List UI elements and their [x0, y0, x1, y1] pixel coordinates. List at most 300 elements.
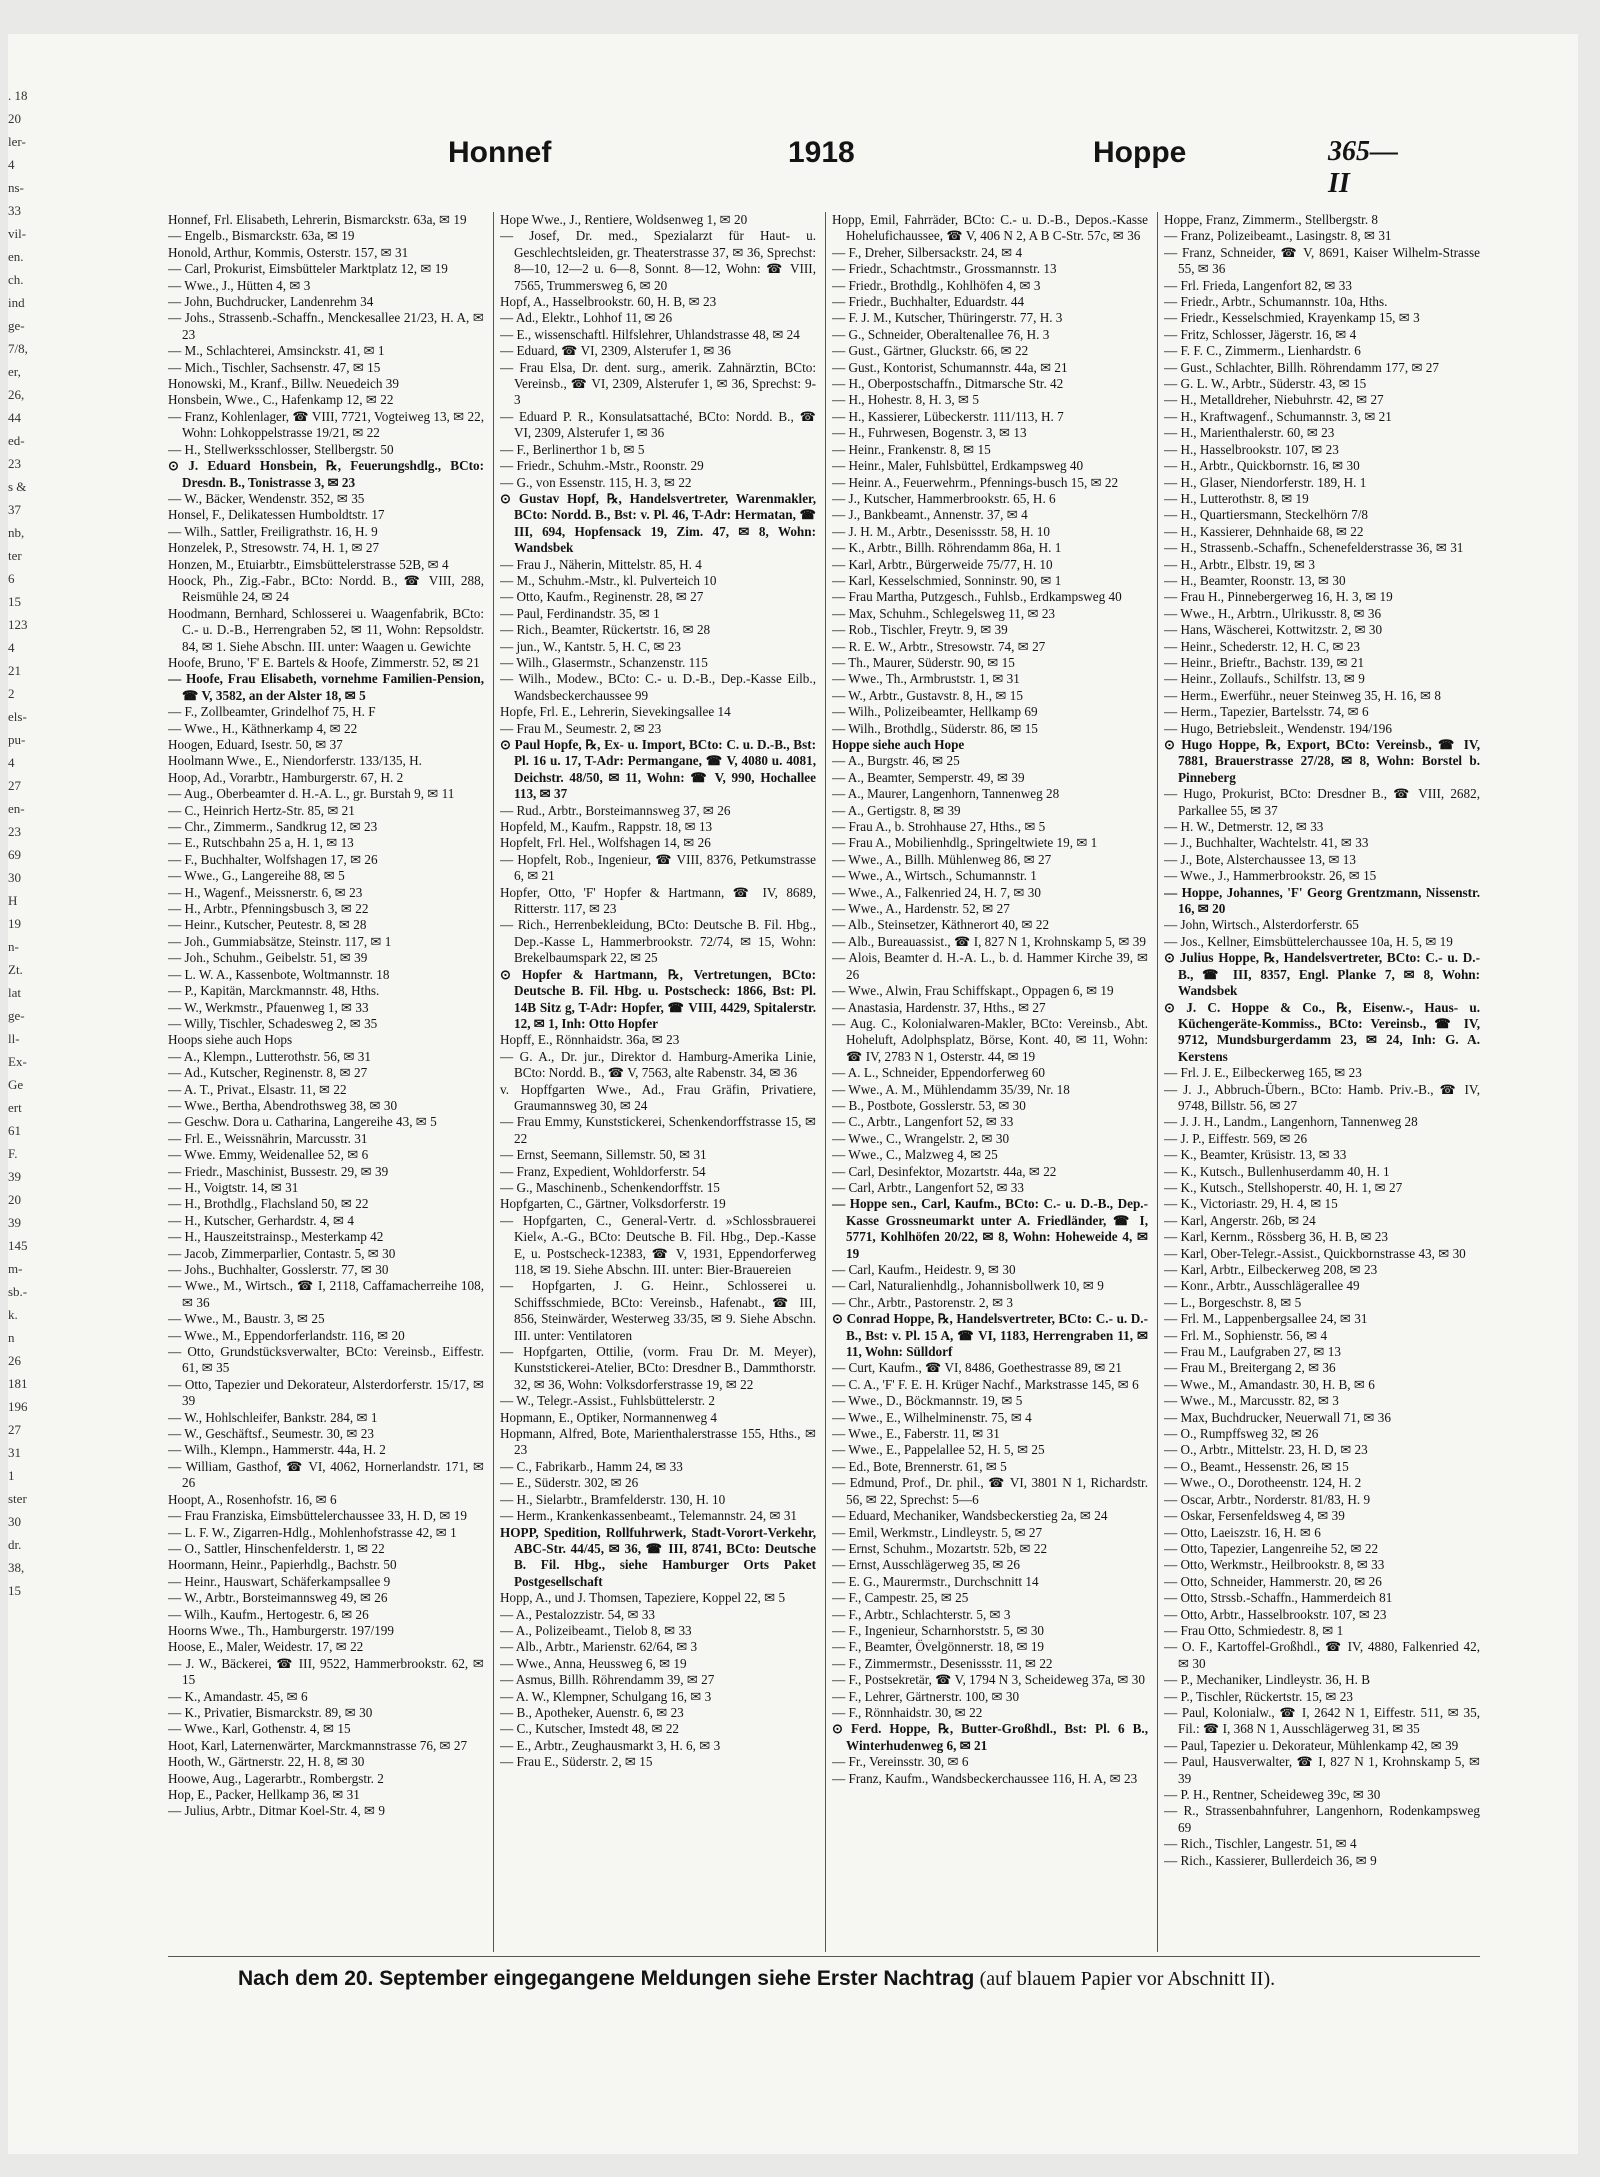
header-left-keyword: Honnef	[448, 136, 552, 169]
directory-entry: — O. F., Kartoffel-Großhdl., ☎ IV, 4880, Falkenried 42, ✉ 30	[1164, 1639, 1480, 1671]
directory-entry: — Frau J., Näherin, Mittelstr. 85, H. 4	[500, 556, 702, 572]
directory-entry: — Wwe., M., Eppendorferlandstr. 116, ✉ 20	[168, 1327, 405, 1343]
directory-entry: — Franz, Kohlenlager, ☎ VIII, 7721, Vogteiweg 13, ✉ 22, Wohn: Lohkoppelstrasse 19/21, ✉ 22	[168, 408, 484, 441]
directory-entry: — Wwe., A., Billh. Mühlenweg 86, ✉ 27	[832, 851, 1052, 867]
margin-fragment: 27	[8, 1422, 21, 1437]
directory-entry: Honsel, F., Delikatessen Humboldtstr. 17	[168, 507, 385, 523]
directory-entry: — Ad., Kutscher, Reginenstr. 8, ✉ 27	[168, 1065, 368, 1081]
directory-entry: — Max, Schuhm., Schlegelsweg 11, ✉ 23	[832, 605, 1056, 621]
directory-entry: — C., Fabrikarb., Hamm 24, ✉ 33	[500, 1458, 683, 1474]
directory-entry: — H., Arbtr., Elbstr. 19, ✉ 3	[1164, 556, 1315, 572]
directory-entry: — Franz, Polizeibeamt., Lasingstr. 8, ✉ 31	[1164, 228, 1392, 244]
directory-entry: — Max, Buchdrucker, Neuerwall 71, ✉ 36	[1164, 1409, 1391, 1425]
directory-entry: — H., Marienthalerstr. 60, ✉ 23	[1164, 425, 1335, 441]
margin-fragment: en-	[8, 801, 25, 816]
directory-entry: — Fr., Vereinsstr. 30, ✉ 6	[832, 1754, 969, 1770]
directory-entry: — Chr., Arbtr., Pastorenstr. 2, ✉ 3	[832, 1294, 1014, 1310]
margin-fragment: 26	[8, 1353, 21, 1368]
directory-entry: — Friedr., Buchhalter, Eduardstr. 44	[832, 294, 1025, 310]
directory-entry: — Frau A., b. Strohhause 27, Hths., ✉ 5	[832, 819, 1046, 835]
directory-entry: — O., Sattler, Hinschenfelderstr. 1, ✉ 22	[168, 1540, 385, 1556]
directory-entry: — H., Voigtstr. 14, ✉ 31	[168, 1179, 299, 1195]
directory-entry: — A., Pestalozzistr. 54, ✉ 33	[500, 1606, 656, 1622]
previous-page-margin	[8, 84, 38, 1954]
directory-entry: — F. F. C., Zimmerm., Lienhardstr. 6	[1164, 343, 1361, 359]
directory-entry: — A. W., Klempner, Schulgang 16, ✉ 3	[500, 1688, 712, 1704]
directory-entry: — C., Kutscher, Imstedt 48, ✉ 22	[500, 1721, 680, 1737]
directory-entry: — Frau Emmy, Kunststickerei, Schenkendorffstrasse 15, ✉ 22	[500, 1114, 816, 1146]
directory-entry: — Otto, Strssb.-Schaffn., Hammerdeich 81	[1164, 1590, 1393, 1606]
directory-entry: — Hopfgarten, J. G. Heinr., Schlosserei u. Schiffsschmiede, BCto: Vereinsb., Hafenabt., ☎ III, 856, Steinwärder, Westerweg 33/35, ✉ 9. Siehe Abschn. III. unter: Ventilatoren	[500, 1278, 816, 1343]
margin-fragment: Zt.	[8, 962, 23, 977]
directory-entry: — Wwe., C., Malzweg 4, ✉ 25	[832, 1147, 998, 1163]
directory-entry: — Friedr., Kesselschmied, Krayenkamp 15, ✉ 3	[1164, 310, 1420, 326]
directory-entry: Hop, E., Packer, Hellkamp 36, ✉ 31	[168, 1787, 360, 1802]
directory-entry: — L., Borgeschstr. 8, ✉ 5	[1164, 1294, 1302, 1310]
directory-entry: — Ad., Elektr., Lohhof 11, ✉ 26	[500, 310, 673, 326]
directory-entry: Hopfe, Frl. E., Lehrerin, Sievekingsallee 14	[500, 704, 731, 720]
directory-entry: — P. H., Rentner, Scheideweg 39c, ✉ 30	[1164, 1787, 1381, 1802]
directory-entry: — Jos., Kellner, Eimsbüttelerchaussee 10a, H. 5, ✉ 19	[1164, 933, 1453, 949]
margin-fragment: k.	[8, 1307, 18, 1322]
directory-entry: — B., Apotheker, Auenstr. 6, ✉ 23	[500, 1704, 684, 1720]
directory-entry: — Aug., Oberbeamter d. H.-A. L., gr. Burstah 9, ✉ 11	[168, 786, 455, 802]
margin-fragment: 23	[8, 824, 21, 839]
directory-entry: Honzelek, P., Stresowstr. 74, H. 1, ✉ 27	[168, 540, 380, 556]
directory-entry: — O., Arbtr., Mittelstr. 23, H. D, ✉ 23	[1164, 1442, 1368, 1458]
directory-entry: — H., Wagenf., Meissnerstr. 6, ✉ 23	[168, 884, 363, 900]
margin-fragment: nb,	[8, 525, 25, 540]
margin-fragment: 2	[8, 686, 15, 701]
directory-entry: — Rich., Tischler, Langestr. 51, ✉ 4	[1164, 1836, 1357, 1852]
directory-entry: — Wwe., Th., Armbruststr. 1, ✉ 31	[832, 671, 1020, 687]
directory-entry: v. Hopffgarten Wwe., Ad., Frau Gräfin, Privatiere, Graumannsweg 30, ✉ 24	[500, 1081, 816, 1113]
directory-entry: — Alb., Bureauassist., ☎ I, 827 N 1, Krohnskamp 5, ✉ 39	[832, 933, 1146, 949]
directory-entry: — F., Zimmermstr., Desenissstr. 11, ✉ 22	[832, 1655, 1053, 1671]
margin-fragment: ch.	[8, 272, 24, 287]
directory-entry: — Frau Martha, Putzgesch., Fuhlsb., Erdkampsweg 40	[832, 589, 1122, 605]
directory-entry: Hopp, Emil, Fahrräder, BCto: C.- u. D.-B., Depos.-Kasse Hohelufichaussee, ☎ V, 406 N 2, A B C-Str. 57c, ✉ 36	[832, 212, 1148, 244]
margin-fragment: 181	[8, 1376, 28, 1391]
directory-entry: — Wwe., H., Arbtrn., Ulrikusstr. 8, ✉ 36	[1164, 605, 1382, 621]
directory-entry: Hopfer, Otto, 'F' Hopfer & Hartmann, ☎ IV, 8689, Ritterstr. 117, ✉ 23	[500, 884, 816, 917]
directory-entry: — Eduard P. R., Konsulatsattaché, BCto: Nordd. B., ☎ VI, 2309, Alsterufer 1, ✉ 36	[500, 408, 816, 441]
directory-entry: — Wwe., M., Wirtsch., ☎ I, 2118, Caffamacherreihe 108, ✉ 36	[168, 1278, 484, 1310]
directory-entry: — Rich., Kassierer, Bullerdeich 36, ✉ 9	[1164, 1852, 1377, 1868]
directory-entry: — Friedr., Schuhm.-Mstr., Roonstr. 29	[500, 458, 704, 474]
directory-entry: — Wwe. Emmy, Weidenallee 52, ✉ 6	[168, 1147, 369, 1163]
directory-entry: — Karl, Arbtr., Bürgerweide 75/77, H. 10	[832, 556, 1053, 572]
directory-entry: — G., von Essenstr. 115, H. 3, ✉ 22	[500, 474, 692, 490]
directory-entry: — Ed., Bote, Brennerstr. 61, ✉ 5	[832, 1458, 1007, 1474]
directory-entry: — Heinr., Hauswart, Schäferkampsallee 9	[168, 1573, 391, 1589]
directory-entry: — Heinr., Zollaufs., Schilfstr. 13, ✉ 9	[1164, 671, 1365, 687]
directory-entry: Hoorns Wwe., Th., Hamburgerstr. 197/199	[168, 1622, 394, 1638]
directory-entry: — Carl, Naturalienhdlg., Johannisbollwerk 10, ✉ 9	[832, 1278, 1104, 1294]
directory-entry: — Heinr., Schederstr. 12, H. C, ✉ 23	[1164, 638, 1361, 654]
directory-entry: Honnef, Frl. Elisabeth, Lehrerin, Bismarckstr. 63a, ✉ 19	[168, 212, 467, 227]
directory-entry: — Mich., Tischler, Sachsenstr. 47, ✉ 15	[168, 359, 381, 375]
margin-fragment: lat	[8, 985, 21, 1000]
directory-entry: — H., Strassenb.-Schaffn., Schenefelderstrasse 36, ✉ 31	[1164, 540, 1464, 556]
directory-entry: — H., Glaser, Niendorferstr. 189, H. 1	[1164, 474, 1367, 490]
directory-entry: — William, Gasthof, ☎ VI, 4062, Hornerlandstr. 171, ✉ 26	[168, 1458, 484, 1491]
directory-entry: — Wwe., Bertha, Abendrothsweg 38, ✉ 30	[168, 1097, 398, 1113]
page-number: 365—II	[1328, 136, 1398, 199]
directory-entry: — Wilh., Polizeibeamter, Hellkamp 69	[832, 704, 1038, 720]
column-4	[1164, 212, 1480, 1952]
margin-fragment: m-	[8, 1261, 23, 1276]
margin-fragment: 20	[8, 111, 21, 126]
directory-entry: — Rob., Tischler, Freytr. 9, ✉ 39	[832, 622, 1008, 638]
directory-entry: — Wwe., M., Amandastr. 30, H. B, ✉ 6	[1164, 1376, 1375, 1392]
directory-entry: — Julius, Arbtr., Ditmar Koel-Str. 4, ✉ 9	[168, 1803, 385, 1819]
column-divider	[493, 212, 494, 1952]
directory-entry: — Carl, Arbtr., Langenfort 52, ✉ 33	[832, 1179, 1024, 1195]
margin-fragment: 39	[8, 1215, 21, 1230]
directory-entry: — Karl, Ober-Telegr.-Assist., Quickbornstrasse 43, ✉ 30	[1164, 1245, 1466, 1261]
margin-fragment: 23	[8, 456, 21, 471]
directory-entry: — Wilh., Klempn., Hammerstr. 44a, H. 2	[168, 1442, 386, 1458]
directory-entry: — Eduard, Mechaniker, Wandsbeckerstieg 2a, ✉ 24	[832, 1508, 1108, 1524]
directory-entry: — Paul, Hausverwalter, ☎ I, 827 N 1, Krohnskamp 5, ✉ 39	[1164, 1754, 1480, 1786]
directory-entry: — Hopfgarten, C., General-Vertr. d. »Schlossbrauerei Kiel«, A.-G., BCto: Deutsche B. Fil. Hbg., Dep.-Kasse E, u. Postscheck-12383, ☎ V, 1931, Eppendorferweg 118, ✉ 19. Siehe Abschn. III. unter: Bier-Brauereien	[500, 1212, 816, 1277]
margin-fragment: ll-	[8, 1031, 20, 1046]
directory-entry: Honowski, M., Kranf., Billw. Neuedeich 39	[168, 376, 399, 392]
margin-fragment: 26,	[8, 387, 25, 402]
margin-fragment: 37	[8, 502, 21, 517]
directory-entry: — Konr., Arbtr., Ausschlägerallee 49	[1164, 1278, 1360, 1294]
directory-entry: — Frl. E., Weissnährin, Marcusstr. 31	[168, 1130, 368, 1146]
margin-fragment: H	[8, 893, 18, 908]
directory-entry: — E., wissenschaftl. Hilfslehrer, Uhlandstrasse 48, ✉ 24	[500, 326, 800, 342]
directory-entry: — Engelb., Bismarckstr. 63a, ✉ 19	[168, 228, 355, 244]
directory-entry: Hoowe, Aug., Lagerarbtr., Rombergstr. 2	[168, 1770, 384, 1786]
directory-entry: — Otto, Tapezier, Langenreihe 52, ✉ 22	[1164, 1540, 1379, 1556]
directory-entry: — Ernst, Ausschlägerweg 35, ✉ 26	[832, 1557, 1020, 1573]
directory-entry: HOPP, Spedition, Rollfuhrwerk, Stadt-Vorort-Verkehr, ABC-Str. 44/45, ✉ 36, ☎ III, 8741, BCto: Deutsche B. Fil. Hbg., siehe Hamburger Orts Paket Postgesellschaft	[500, 1524, 816, 1589]
directory-entry: — Carl, Desinfektor, Mozartstr. 44a, ✉ 22	[832, 1163, 1057, 1179]
margin-fragment: ert	[8, 1100, 22, 1115]
directory-entry: — Friedr., Brothdlg., Kohlhöfen 4, ✉ 3	[832, 277, 1041, 293]
directory-entry: — Frau Franziska, Eimsbüttelerchaussee 33, H. D, ✉ 19	[168, 1508, 467, 1524]
directory-entry: — H., Stellwerksschlosser, Stellbergstr. 50	[168, 441, 394, 457]
directory-entry: — Heinr., Frankenstr. 8, ✉ 15	[832, 441, 991, 457]
directory-entry: — Rich., Beamter, Rückertstr. 16, ✉ 28	[500, 622, 711, 638]
directory-entry: — H., Quartiersmann, Steckelhörn 7/8	[1164, 507, 1368, 523]
directory-entry: — Hoppe, Johannes, 'F' Georg Grentzmann, Nissenstr. 16, ✉ 20	[1164, 884, 1480, 917]
directory-entry: — R., Strassenbahnfuhrer, Langenhorn, Rodenkampsweg 69	[1164, 1803, 1480, 1835]
column-divider	[1157, 212, 1158, 1952]
margin-fragment: n	[8, 1330, 15, 1345]
margin-fragment: 4	[8, 157, 15, 172]
directory-entry: — Wwe., E., Faberstr. 11, ✉ 31	[832, 1426, 1000, 1442]
directory-entry: — Otto, Arbtr., Hasselbrookstr. 107, ✉ 23	[1164, 1606, 1387, 1622]
margin-fragment: 7/8,	[8, 341, 28, 356]
column-3	[832, 212, 1148, 1952]
directory-entry: — K., Kutsch., Bullenhuserdamm 40, H. 1	[1164, 1163, 1390, 1179]
directory-entry: — Heinr., Brieftr., Bachstr. 139, ✉ 21	[1164, 654, 1365, 670]
directory-entry: — Emil, Werkmstr., Lindleystr. 5, ✉ 27	[832, 1524, 1043, 1540]
directory-entry: — Curt, Kaufm., ☎ VI, 8486, Goethestrasse 89, ✉ 21	[832, 1360, 1122, 1376]
margin-fragment: 30	[8, 1514, 21, 1529]
directory-entry: — Asmus, Billh. Röhrendamm 39, ✉ 27	[500, 1672, 715, 1688]
directory-entry: — W., Telegr.-Assist., Fuhlsbüttelerstr. 2	[500, 1393, 715, 1409]
directory-entry: — Aug. C., Kolonialwaren-Makler, BCto: Vereinsb., Abt. Hoheluft, Adolphsplatz, Börse, Kont. 40, ✉ 11, Wohn: ☎ IV, 2783 N 1, Osterstr. 44, ✉ 19	[832, 1015, 1148, 1064]
directory-entry: — Johs., Strassenb.-Schaffn., Menckesallee 21/23, H. A, ✉ 23	[168, 310, 484, 342]
directory-entry: — J. H. M., Arbtr., Desenissstr. 58, H. 10	[832, 523, 1050, 539]
directory-entry: — H., Metalldreher, Niebuhrstr. 42, ✉ 27	[1164, 392, 1384, 408]
margin-fragment: ster	[8, 1491, 27, 1506]
directory-entry: — Hoppe sen., Carl, Kaufm., BCto: C.- u. D.-B., Dep.-Kasse Grossneumarkt unter A. Friedländer, ☎ I, 5771, Kohlhöfen 20/22, ✉ 8, Wohn: Hoheweide 4, ✉ 19	[832, 1196, 1148, 1261]
directory-entry: — Willy, Tischler, Schadesweg 2, ✉ 35	[168, 1015, 378, 1031]
directory-entry: — B., Postbote, Gosslerstr. 53, ✉ 30	[832, 1097, 1026, 1113]
directory-entry: — Hopfgarten, Ottilie, (vorm. Frau Dr. M. Meyer), Kunststickerei-Atelier, BCto: Dresdner B., Dammthorstr. 32, ✉ 36, Wohn: Volksdorferstrasse 19, ✉ 22	[500, 1344, 816, 1392]
directory-entry: — C. A., 'F' F. E. H. Krüger Nachf., Markstrasse 145, ✉ 6	[832, 1376, 1139, 1392]
directory-entry: — J. W., Bäckerei, ☎ III, 9522, Hammerbrookstr. 62, ✉ 15	[168, 1655, 484, 1688]
directory-entry: — Friedr., Schachtmstr., Grossmannstr. 13	[832, 261, 1057, 277]
directory-entry: — Wwe., A., Wirtsch., Schumannstr. 1	[832, 868, 1037, 884]
directory-entry: — K., Privatier, Bismarckstr. 89, ✉ 30	[168, 1704, 373, 1720]
directory-entry: — Gust., Gärtner, Gluckstr. 66, ✉ 22	[832, 343, 1029, 359]
directory-entry: — Ernst, Seemann, Sillemstr. 50, ✉ 31	[500, 1147, 707, 1163]
directory-entry: — Otto, Tapezier und Dekorateur, Alsterdorferstr. 15/17, ✉ 39	[168, 1376, 484, 1409]
directory-entry: — Hugo, Prokurist, BCto: Dresdner B., ☎ VIII, 2682, Parkallee 55, ✉ 37	[1164, 786, 1480, 818]
footer-divider	[168, 1956, 1480, 1957]
directory-entry: — Paul, Tapezier u. Dekorateur, Mühlenkamp 42, ✉ 39	[1164, 1737, 1459, 1753]
directory-entry: — Wwe., Alwin, Frau Schiffskapt., Oppagen 6, ✉ 19	[832, 983, 1114, 999]
header-year: 1918	[788, 136, 855, 169]
directory-entry: Hoppe, Franz, Zimmerm., Stellbergstr. 8	[1164, 212, 1379, 227]
margin-fragment: Ge	[8, 1077, 24, 1092]
directory-entry: — F., Arbtr., Schlachterstr. 5, ✉ 3	[832, 1606, 1011, 1622]
margin-fragment: 33	[8, 203, 21, 218]
directory-entry: — John, Wirtsch., Alsterdorferstr. 65	[1164, 917, 1359, 933]
directory-entry: — Wilh., Glasermstr., Schanzenstr. 115	[500, 654, 708, 670]
margin-fragment: ns-	[8, 180, 24, 195]
margin-fragment: 15	[8, 594, 21, 609]
directory-entry: — Wwe., A., Falkenried 24, H. 7, ✉ 30	[832, 884, 1041, 900]
margin-fragment: 123	[8, 617, 28, 632]
directory-entry: Hooth, W., Gärtnerstr. 22, H. 8, ✉ 30	[168, 1754, 365, 1770]
margin-fragment: n-	[8, 939, 19, 954]
directory-entry: — W., Arbtr., Borsteimannsweg 49, ✉ 26	[168, 1590, 388, 1606]
directory-entry: — Otto, Werkmstr., Heilbrookstr. 8, ✉ 33	[1164, 1557, 1385, 1573]
directory-entry: — Wwe., Karl, Gothenstr. 4, ✉ 15	[168, 1721, 351, 1737]
directory-entry: — Alois, Beamter d. H.-A. L., b. d. Hammer Kirche 39, ✉ 26	[832, 950, 1148, 982]
directory-entry: — Wwe., M., Baustr. 3, ✉ 25	[168, 1311, 325, 1327]
directory-entry: Hopfelt, Frl. Hel., Wolfshagen 14, ✉ 26	[500, 835, 711, 851]
directory-entry: — Ernst, Schuhm., Mozartstr. 52b, ✉ 22	[832, 1540, 1048, 1556]
margin-fragment: 6	[8, 571, 15, 586]
directory-entry: — Frl. Frieda, Langenfort 82, ✉ 33	[1164, 277, 1352, 293]
directory-entry: — A., Klempn., Lutterothstr. 56, ✉ 31	[168, 1048, 371, 1064]
directory-entry: — E. G., Maurermstr., Durchschnitt 14	[832, 1573, 1039, 1589]
directory-entry: — H., Hasselbrookstr. 107, ✉ 23	[1164, 441, 1339, 457]
directory-entry: — F., Dreher, Silbersackstr. 24, ✉ 4	[832, 244, 1023, 260]
margin-fragment: dr.	[8, 1537, 22, 1552]
directory-entry: — Frau H., Pinnebergerweg 16, H. 3, ✉ 19	[1164, 589, 1393, 605]
footer-paren-text: (auf blauem Papier vor Abschnitt II).	[979, 1968, 1276, 1990]
directory-entry: Hoodmann, Bernhard, Schlosserei u. Waagenfabrik, BCto: C.- u. D.-B., Herrengraben 52, ✉ 11, Wohn: Repsoldstr. 84, ✉ 1. Siehe Abschn. III. unter: Waagen u. Gewichte	[168, 605, 484, 654]
margin-fragment: 20	[8, 1192, 21, 1207]
directory-entry: Hope Wwe., J., Rentiere, Woldsenweg 1, ✉ 20	[500, 212, 748, 227]
directory-entry: — F., Zollbeamter, Grindelhof 75, H. F	[168, 704, 376, 720]
directory-entry: — Frau M., Breitergang 2, ✉ 36	[1164, 1360, 1336, 1376]
directory-entry: — O., Beamt., Hessenstr. 26, ✉ 15	[1164, 1458, 1349, 1474]
directory-entry: — F., Beamter, Övelgönnerstr. 18, ✉ 19	[832, 1639, 1045, 1655]
directory-entry: — H., Brothdlg., Flachsland 50, ✉ 22	[168, 1196, 369, 1212]
directory-entry: — E., Arbtr., Zeughausmarkt 3, H. 6, ✉ 3	[500, 1737, 721, 1753]
directory-entry: — Jacob, Zimmerparlier, Contastr. 5, ✉ 30	[168, 1245, 396, 1261]
directory-entry: — F., Rönnhaidstr. 30, ✉ 22	[832, 1704, 983, 1720]
directory-entry: — Frau E., Süderstr. 2, ✉ 15	[500, 1754, 653, 1770]
directory-entry: — A., Gertigstr. 8, ✉ 39	[832, 802, 961, 818]
margin-fragment: 15	[8, 1583, 21, 1598]
margin-fragment: 31	[8, 1445, 21, 1460]
margin-fragment: ge-	[8, 1008, 25, 1023]
margin-fragment: sb.-	[8, 1284, 28, 1299]
directory-entry: — Frau A., Mobilienhdlg., Springeltwiete 19, ✉ 1	[832, 835, 1098, 851]
directory-entry: — F., Ingenieur, Scharnhorststr. 5, ✉ 30	[832, 1622, 1045, 1638]
directory-entry: — Paul, Ferdinandstr. 35, ✉ 1	[500, 605, 660, 621]
directory-entry: — G. A., Dr. jur., Direktor d. Hamburg-Amerika Linie, BCto: Nordd. B., ☎ V, 7563, alte Rabenstr. 34, ✉ 36	[500, 1048, 816, 1081]
directory-entry: — Anastasia, Hardenstr. 37, Hths., ✉ 27	[832, 999, 1046, 1015]
directory-columns	[168, 212, 1480, 1952]
directory-entry: — A., Beamter, Semperstr. 49, ✉ 39	[832, 769, 1025, 785]
directory-entry: Honsbein, Wwe., C., Hafenkamp 12, ✉ 22	[168, 392, 394, 408]
margin-fragment: 196	[8, 1399, 28, 1414]
directory-entry: — jun., W., Kantstr. 5, H. C, ✉ 23	[500, 638, 682, 654]
directory-entry: — A. T., Privat., Elsastr. 11, ✉ 22	[168, 1081, 347, 1097]
margin-fragment: vil-	[8, 226, 27, 241]
directory-entry: — F., Buchhalter, Wolfshagen 17, ✉ 26	[168, 851, 378, 867]
directory-entry: — Rich., Herrenbekleidung, BCto: Deutsche B. Fil. Hbg., Dep.-Kasse L, Hammerbrookstr. 72/74, ✉ 15, Wohn: Brekelbaumspark 22, ✉ 25	[500, 917, 816, 966]
directory-entry: — Hopfelt, Rob., Ingenieur, ☎ VIII, 8376, Petkumstrasse 6, ✉ 21	[500, 851, 816, 884]
directory-entry: — Wwe., O., Dorotheenstr. 124, H. 2	[1164, 1475, 1362, 1491]
directory-entry: — Franz, Kaufm., Wandsbeckerchaussee 116, H. A, ✉ 23	[832, 1770, 1138, 1786]
directory-entry: — Johs., Buchhalter, Gosslerstr. 77, ✉ 30	[168, 1262, 389, 1277]
directory-entry: — Wwe., C., Wrangelstr. 2, ✉ 30	[832, 1130, 1010, 1146]
directory-entry: — Frau M., Laufgraben 27, ✉ 13	[1164, 1344, 1341, 1360]
margin-fragment: 30	[8, 870, 21, 885]
directory-entry: — F., Berlinerthor 1 b, ✉ 5	[500, 441, 645, 457]
directory-entry: — K., Victoriastr. 29, H. 4, ✉ 15	[1164, 1196, 1338, 1212]
directory-entry: Hoppe siehe auch Hope	[832, 737, 965, 752]
directory-entry: — Herm., Krankenkassenbeamt., Telemannstr. 24, ✉ 31	[500, 1508, 798, 1524]
directory-entry: — Hugo, Betriebsleit., Wendenstr. 194/196	[1164, 720, 1392, 736]
margin-fragment: . 18	[8, 88, 28, 103]
directory-entry: — M., Schlachterei, Amsinckstr. 41, ✉ 1	[168, 343, 385, 359]
directory-entry: Hoose, E., Maler, Weidestr. 17, ✉ 22	[168, 1639, 364, 1655]
directory-entry: — Oskar, Fersenfeldsweg 4, ✉ 39	[1164, 1508, 1345, 1524]
directory-entry: Honzen, M., Etuiarbtr., Eimsbüttelerstrasse 52B, ✉ 4	[168, 556, 449, 572]
directory-entry: — J. P., Eiffestr. 569, ✉ 26	[1164, 1130, 1308, 1146]
directory-entry: — A., Polizeibeamt., Tielob 8, ✉ 33	[500, 1622, 692, 1638]
directory-entry: — C., Arbtr., Langenfort 52, ✉ 33	[832, 1114, 1014, 1130]
directory-entry: — G., Maschinenb., Schenkendorffstr. 15	[500, 1179, 720, 1195]
margin-fragment: pu-	[8, 732, 26, 747]
directory-entry: — Otto, Schneider, Hammerstr. 20, ✉ 26	[1164, 1573, 1382, 1589]
directory-entry: — Carl, Prokurist, Eimsbütteler Marktplatz 12, ✉ 19	[168, 261, 448, 277]
directory-entry: — Wwe., H., Käthnerkamp 4, ✉ 22	[168, 720, 358, 736]
directory-entry: — M., Schuhm.-Mstr., kl. Pulverteich 10	[500, 572, 717, 588]
directory-entry: — Herm., Ewerführ., neuer Steinweg 35, H. 16, ✉ 8	[1164, 687, 1441, 703]
directory-entry: — Rud., Arbtr., Borsteimannsweg 37, ✉ 26	[500, 802, 731, 818]
directory-entry: — J., Bankbeamt., Annenstr. 37, ✉ 4	[832, 507, 1028, 523]
directory-entry: Hopmann, Alfred, Bote, Marienthalerstrasse 155, Hths., ✉ 23	[500, 1426, 816, 1458]
directory-entry: — Herm., Tapezier, Bartelsstr. 74, ✉ 6	[1164, 704, 1369, 720]
margin-fragment: 44	[8, 410, 21, 425]
directory-entry: — Karl, Arbtr., Eilbeckerweg 208, ✉ 23	[1164, 1262, 1378, 1277]
directory-entry: — E., Süderstr. 302, ✉ 26	[500, 1475, 639, 1491]
directory-entry: Hoofe, Bruno, 'F' E. Bartels & Hoofe, Zimmerstr. 52, ✉ 21	[168, 654, 480, 670]
directory-entry: — F., Postsekretär, ☎ V, 1794 N 3, Scheideweg 37a, ✉ 30	[832, 1672, 1145, 1688]
directory-entry: — Frau M., Seumestr. 2, ✉ 23	[500, 720, 662, 736]
directory-entry: — K., Beamter, Krüsistr. 13, ✉ 33	[1164, 1147, 1347, 1163]
directory-entry: ⊙ J. Eduard Honsbein, ℞, Feuerungshdlg., BCto: Dresdn. B., Tonistrasse 3, ✉ 23	[168, 458, 484, 490]
directory-entry: — Wwe., E., Wilhelminenstr. 75, ✉ 4	[832, 1409, 1032, 1425]
margin-fragment: 145	[8, 1238, 28, 1253]
directory-entry: — Hoofe, Frau Elisabeth, vornehme Familien-Pension, ☎ V, 3582, an der Alster 18, ✉ 5	[168, 671, 484, 703]
directory-entry: Hoolmann Wwe., E., Niendorferstr. 133/135, H.	[168, 753, 422, 769]
directory-entry: — Otto, Laeiszstr. 16, H. ✉ 6	[1164, 1524, 1321, 1540]
footer-note	[238, 1966, 1438, 1996]
margin-fragment: 4	[8, 640, 15, 655]
margin-fragment: ter	[8, 548, 22, 563]
margin-fragment: 38,	[8, 1560, 25, 1575]
directory-entry: — Oscar, Arbtr., Norderstr. 81/83, H. 9	[1164, 1491, 1371, 1507]
margin-fragment: 27	[8, 778, 21, 793]
margin-fragment: 69	[8, 847, 21, 862]
directory-entry: — Th., Maurer, Süderstr. 90, ✉ 15	[832, 654, 1015, 670]
directory-entry: ⊙ Ferd. Hoppe, ℞, Butter-Großhdl., Bst: Pl. 6 B., Winterhudenweg 6, ✉ 21	[832, 1721, 1148, 1753]
directory-entry: — J. J., Abbruch-Übern., BCto: Hamb. Priv.-B., ☎ IV, 9748, Billstr. 56, ✉ 27	[1164, 1081, 1480, 1113]
directory-entry: — Frau Elsa, Dr. dent. surg., amerik. Zahnärztin, BCto: Vereinsb., ☎ VI, 2309, Alsterufer 1, ✉ 36, Sprechst: 9-3	[500, 359, 816, 408]
directory-entry: Hopfeld, M., Kaufm., Rappstr. 18, ✉ 13	[500, 819, 713, 835]
directory-entry: — H., Kraftwagenf., Schumannstr. 3, ✉ 21	[1164, 408, 1392, 424]
margin-fragment: en.	[8, 249, 24, 264]
directory-entry: — R. E. W., Arbtr., Stresowstr. 74, ✉ 27	[832, 638, 1046, 654]
margin-fragment: F.	[8, 1146, 18, 1161]
margin-fragment: ge-	[8, 318, 25, 333]
directory-entry: — F., Lehrer, Gärtnerstr. 100, ✉ 30	[832, 1688, 1020, 1704]
directory-entry: — Wilh., Modew., BCto: C.- u. D.-B., Dep.-Kasse Eilb., Wandsbeckerchaussee 99	[500, 671, 816, 703]
directory-entry: — H., Fuhrwesen, Bogenstr. 3, ✉ 13	[832, 425, 1027, 441]
directory-entry: — P., Kapitän, Marckmannstr. 48, Hths.	[168, 983, 380, 999]
directory-entry: — Wwe., D., Böckmannstr. 19, ✉ 5	[832, 1393, 1023, 1409]
directory-entry: — Edmund, Prof., Dr. phil., ☎ VI, 3801 N 1, Richardstr. 56, ✉ 22, Sprechst: 5—6	[832, 1475, 1148, 1507]
directory-entry: — G., Schneider, Oberaltenallee 76, H. 3	[832, 326, 1050, 342]
margin-fragment: els-	[8, 709, 27, 724]
directory-entry: — L. F. W., Zigarren-Hdlg., Mohlenhofstrasse 42, ✉ 1	[168, 1524, 457, 1540]
directory-entry: — W., Werkmstr., Pfauenweg 1, ✉ 33	[168, 999, 369, 1015]
directory-entry: — H., Sielarbtr., Bramfelderstr. 130, H. 10	[500, 1491, 726, 1507]
directory-entry: — Wilh., Brothdlg., Süderstr. 86, ✉ 15	[832, 720, 1038, 736]
directory-entry: — Karl, Kernm., Rössberg 36, H. B, ✉ 23	[1164, 1229, 1388, 1245]
directory-entry: — L. W. A., Kassenbote, Woltmannstr. 18	[168, 966, 390, 982]
directory-entry: — Wwe., A., Hardenstr. 52, ✉ 27	[832, 901, 1010, 917]
margin-fragment: ind	[8, 295, 25, 310]
directory-entry: — Franz, Schneider, ☎ V, 8691, Kaiser Wilhelm-Strasse 55, ✉ 36	[1164, 244, 1480, 277]
margin-fragment: 1	[8, 1468, 15, 1483]
directory-entry: — Karl, Angerstr. 26b, ✉ 24	[1164, 1212, 1316, 1228]
directory-entry: — E., Rutschbahn 25 a, H. 1, ✉ 13	[168, 835, 354, 851]
directory-entry: — W., Hohlschleifer, Bankstr. 284, ✉ 1	[168, 1409, 378, 1425]
directory-entry: — A. L., Schneider, Eppendorferweg 60	[832, 1065, 1045, 1081]
directory-entry: ⊙ J. C. Hoppe & Co., ℞, Eisenw.-, Haus- u. Küchengeräte-Kommiss., BCto: Vereinsb., ☎ IV, 9712, Mundsburgerdamm 23, ✉ 24, Inh: G. A. Kerstens	[1164, 999, 1480, 1064]
directory-entry: — Friedr., Arbtr., Schumannstr. 10a, Hths.	[1164, 294, 1388, 310]
